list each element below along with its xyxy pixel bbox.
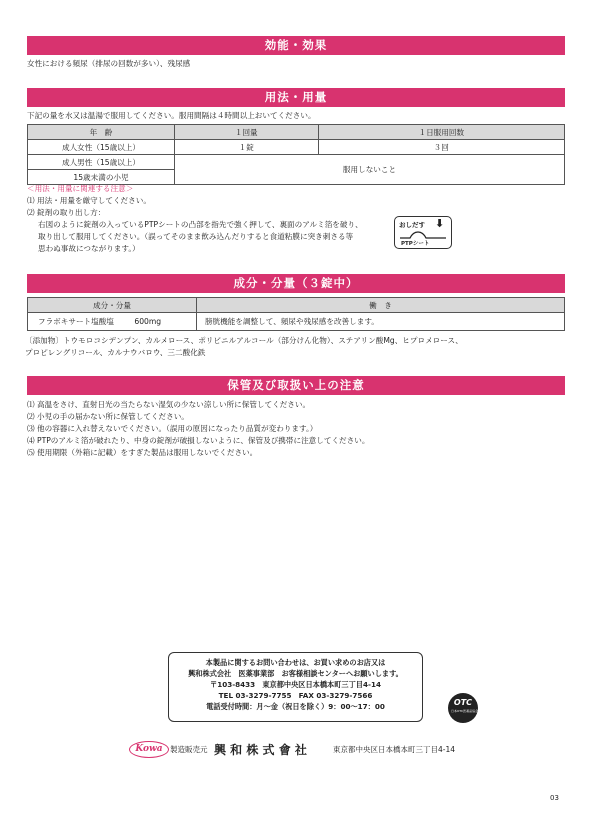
contact-box [168,652,423,722]
dosage-age-child: 15歳未満の小児 [28,170,175,185]
otc-mark-sub: 日本OTC医薬品協会 [451,709,479,713]
maker-name: 興 和 株 式 會 社 [214,743,307,757]
ingredients-col-effect: 働 き [197,298,565,313]
maker-label: 製造販売元 [170,745,208,754]
additives-line-1: 〔添加物〕トウモロコシデンプン、カルメロース、ポリビニルアルコール（部分けん化物）、ステアリン酸Mg、ヒプロメロース、 [25,336,463,345]
dosage-age-adult-male: 成人男性（15歳以上） [28,155,175,170]
ptp-press-label: おしだす [399,221,425,229]
dosage-intro: 下記の量を水又は温湯で服用してください。服用間隔は４時間以上おいてください。 [27,111,316,120]
additives-line-2: プロピレングリコール、カルナウバロウ、三二酸化鉄 [25,348,206,357]
dosage-col-times: １日服用回数 [318,125,564,140]
page-number: 03 [550,794,559,802]
efficacy-header: 効能・効果 [27,36,565,55]
ingredient-amount: 600mg [134,317,162,326]
ptp-sheet-label: PTPシート [401,241,430,247]
contact-line-1: 本製品に関するお問い合わせは、お買い求めのお店又は [205,658,386,667]
dosage-note-4: 取り出して服用してください。（誤ってそのまま飲み込んだりすると食道粘膜に突き刺さる等 [38,232,354,241]
dosage-do-not-use: 服用しないこと [175,155,565,185]
ingredients-table [27,297,565,331]
ingredient-effect: 膀胱機能を調整して、頻尿や残尿感を改善します。 [197,313,565,331]
efficacy-text: 女性における頻尿（排尿の回数が多い）、残尿感 [27,59,191,68]
storage-item-5: ⑸ 使用期限（外箱に記載）をすぎた製品は服用しないでください。 [27,448,258,457]
dosage-dose-adult-female: １錠 [175,140,319,155]
ptp-press-figure [394,216,452,249]
storage-header: 保管及び取扱い上の注意 [27,376,565,395]
dosage-age-adult-female: 成人女性（15歳以上） [28,140,175,155]
storage-item-2: ⑵ 小児の手の届かない所に保管してください。 [27,412,189,421]
dosage-header: 用法・用量 [27,88,565,107]
contact-line-4: TEL 03-3279-7755 FAX 03-3279-7566 [218,691,373,700]
dosage-col-dose: １回量 [175,125,319,140]
kowa-logo: Kowa [129,741,169,758]
storage-item-1: ⑴ 高温をさけ、直射日光の当たらない湿気の少ない涼しい所に保管してください。 [27,400,311,409]
storage-item-3: ⑶ 他の容器に入れ替えないでください。（誤用の原因になったり品質が変わります。） [27,424,318,433]
arrow-down-icon: ⬇ [435,217,445,230]
dosage-note-3: 右図のように錠剤の入っているPTPシートの凸部を指先で強く押して、裏面のアルミ箔を破り、 [38,220,363,229]
contact-line-3: 〒103-8433 東京都中央区日本橋本町三丁目4-14 [210,680,381,689]
dosage-table [27,124,565,185]
maker-address: 東京都中央区日本橋本町三丁目4-14 [333,745,456,754]
dosage-col-age: 年 齢 [28,125,175,140]
dosage-note-1: ⑴ 用法・用量を厳守してください。 [27,196,151,205]
dosage-times-adult-female: ３回 [318,140,564,155]
ingredients-col-name: 成分・分量 [28,298,197,313]
ingredient-name: フラボキサート塩酸塩 [38,317,114,326]
ingredients-header: 成分・分量（３錠中） [27,274,565,293]
storage-item-4: ⑷ PTPのアルミ箔が破れたり、中身の錠剤が破損しないように、保管及び携帯に注意してください。 [27,436,370,445]
dosage-note-2: ⑵ 錠剤の取り出し方： [27,208,106,217]
dosage-note-title: ＜用法・用量に関連する注意＞ [27,184,134,193]
otc-mark [448,693,478,723]
contact-line-2: 興和株式会社 医薬事業部 お客様相談センターへお願いします。 [188,669,403,678]
dosage-note-5: 思わぬ事故につながります。） [38,244,140,253]
otc-mark-label: OTC [453,698,473,707]
contact-line-5: 電話受付時間：月～金（祝日を除く）9：00～17：00 [206,702,385,711]
ingredient-cell [28,313,197,331]
